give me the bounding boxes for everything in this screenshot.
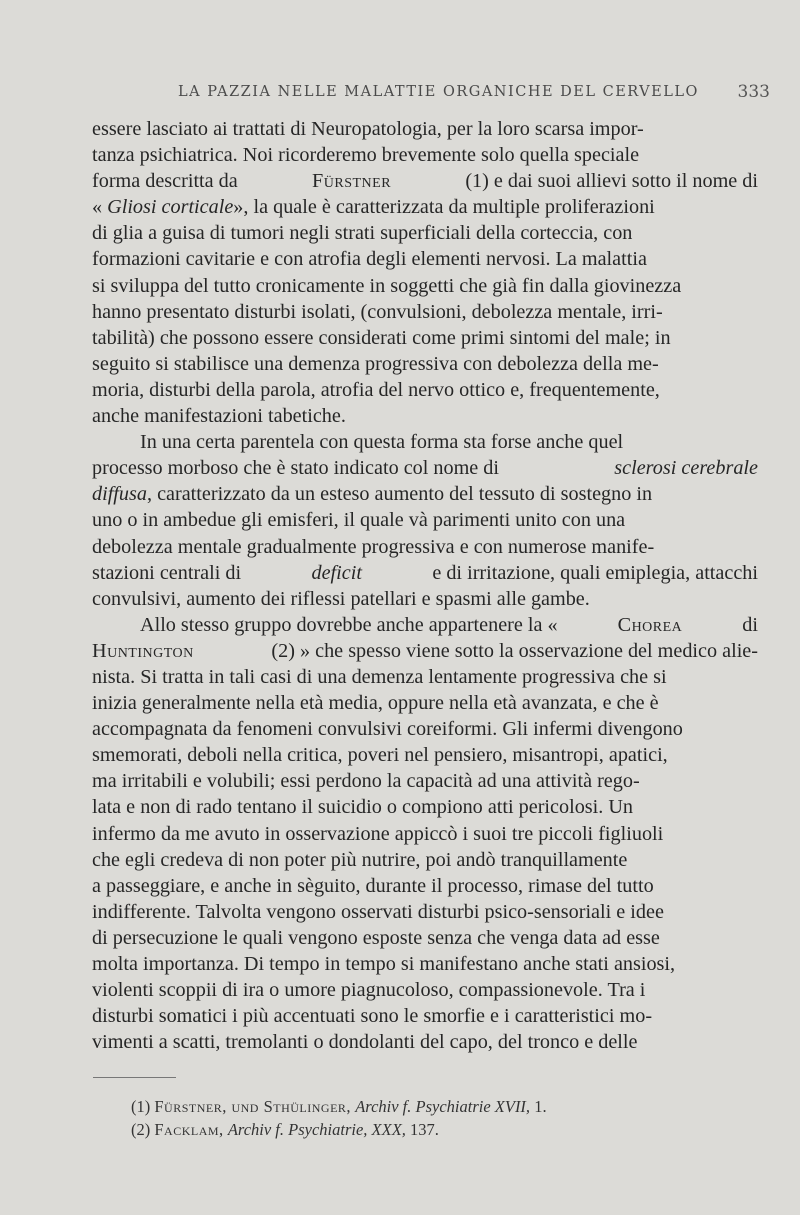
disease-name: Chorea xyxy=(617,613,683,636)
text-line: debolezza mentale gradualmente progressiva e con numerose manife- xyxy=(92,535,655,558)
text-line: Allo stesso gruppo dovrebbe anche appartenere la « Chorea di xyxy=(92,612,758,638)
footnote-authors: Facklam, xyxy=(154,1120,224,1139)
text-line: stazioni centrali di deficit e di irritazione, quali emiplegia, attacchi xyxy=(92,560,758,586)
text-line: vimenti a scatti, tremolanti o dondolanti del capo, del tronco e delle xyxy=(92,1031,638,1054)
footnote-authors: Fürstner, und Sthülinger, xyxy=(154,1097,352,1116)
footnote-divider xyxy=(93,1077,176,1078)
italic-term: deficit xyxy=(311,561,362,584)
disease-name: Huntington xyxy=(92,639,194,662)
page-header xyxy=(178,84,770,106)
text-line: tanza psichiatrica. Noi ricorderemo brevemente solo quella speciale xyxy=(92,144,640,167)
text-line: si sviluppa del tutto cronicamente in soggetti che già fin dalla giovinezza xyxy=(92,274,682,297)
text-line: disturbi somatici i più accentuati sono le smorfie e i caratteristici mo- xyxy=(92,1005,653,1028)
text-line: hanno presentato disturbi isolati, (convulsioni, debolezza mentale, irri- xyxy=(92,300,663,323)
text-line: violenti scoppii di ira o umore piagnucoloso, compassionevole. Tra i xyxy=(92,979,646,1002)
text-line: ma irritabili e volubili; essi perdono la capacità ad una attività rego- xyxy=(92,770,640,793)
text-line: « Gliosi corticale», la quale è caratterizzata da multiple proliferazioni xyxy=(92,194,758,220)
text-line: inizia generalmente nella età media, oppure nella età avanzata, e che è xyxy=(92,692,659,715)
footnotes xyxy=(131,1095,691,1141)
footnote-journal: Archiv f. Psychiatrie, XXX, xyxy=(227,1120,406,1139)
text-line: smemorati, deboli nella critica, poveri nel pensiero, misantropi, apatici, xyxy=(92,744,668,767)
text-line: moria, disturbi della parola, atrofia del nervo ottico e, frequentemente, xyxy=(92,378,660,401)
footnote-2: (2) Facklam, Archiv f. Psychiatrie, XXX, 137. xyxy=(131,1120,439,1139)
text-line: infermo da me avuto in osservazione appiccò i suoi tre piccoli figliuoli xyxy=(92,822,664,845)
text-line: seguito si stabilisce una demenza progressiva con debolezza della me- xyxy=(92,352,659,375)
text-line: essere lasciato ai trattati di Neuropatologia, per la loro scarsa impor- xyxy=(92,118,644,140)
running-head: LA PAZZIA NELLE MALATTIE ORGANICHE DEL CERVELLO xyxy=(178,84,699,100)
body-text xyxy=(92,116,758,1055)
text-line: forma descritta da Fürstner (1) e dai suoi allievi sotto il nome di xyxy=(92,168,758,194)
author-name: Fürstner xyxy=(312,170,392,193)
text-line: diffusa, caratterizzato da un esteso aumento del tessuto di sostegno in xyxy=(92,481,758,507)
page-number: 333 xyxy=(737,82,770,102)
text-line: In una certa parentela con questa forma sta forse anche quel xyxy=(140,431,624,454)
text-line: di persecuzione le quali vengono esposte senza che venga data ad esse xyxy=(92,926,660,949)
text-line: a passeggiare, e anche in sèguito, durante il processo, rimase del tutto xyxy=(92,874,654,897)
italic-term: diffusa xyxy=(92,483,147,506)
text-line: anche manifestazioni tabetiche. xyxy=(92,405,346,428)
text-line: tabilità) che possono essere considerati come primi sintomi del male; in xyxy=(92,326,671,349)
text-line: processo morboso che è stato indicato col nome di sclerosi cerebrale xyxy=(92,455,758,481)
text-line: molta importanza. Di tempo in tempo si manifestano anche stati ansiosi, xyxy=(92,953,676,975)
text-line: nista. Si tratta in tali casi di una demenza lentamente progressiva che si xyxy=(92,665,667,688)
text-line: indifferente. Talvolta vengono osservati disturbi psico-sensoriali e idee xyxy=(92,900,664,923)
footnote-1: (1) Fürstner, und Sthülinger, Archiv f. Psychiatrie XVII, 1. xyxy=(131,1097,547,1116)
text-line: convulsivi, aumento dei riflessi patellari e spasmi alle gambe. xyxy=(92,587,590,610)
footnote-journal: Archiv f. Psychiatrie XVII, xyxy=(355,1097,531,1116)
italic-term: sclerosi cerebrale xyxy=(614,457,758,480)
text-line: di glia a guisa di tumori negli strati superficiali della corteccia, con xyxy=(92,222,633,245)
italic-term: Gliosi corticale xyxy=(107,196,234,219)
text-line: che egli credeva di non poter più nutrire, poi andò tranquillamente xyxy=(92,848,628,871)
text-line: lata e non di rado tentano il suicidio o compiono atti pericolosi. Un xyxy=(92,796,634,819)
text-line: Huntington (2) » che spesso viene sotto la osservazione del medico alie- xyxy=(92,638,758,664)
text-line: uno o in ambedue gli emisferi, il quale và parimenti unito con una xyxy=(92,509,626,532)
text-line: formazioni cavitarie e con atrofia degli elementi nervosi. La malattia xyxy=(92,248,647,271)
text-line: accompagnata da fenomeni convulsivi coreiformi. Gli infermi divengono xyxy=(92,718,683,741)
